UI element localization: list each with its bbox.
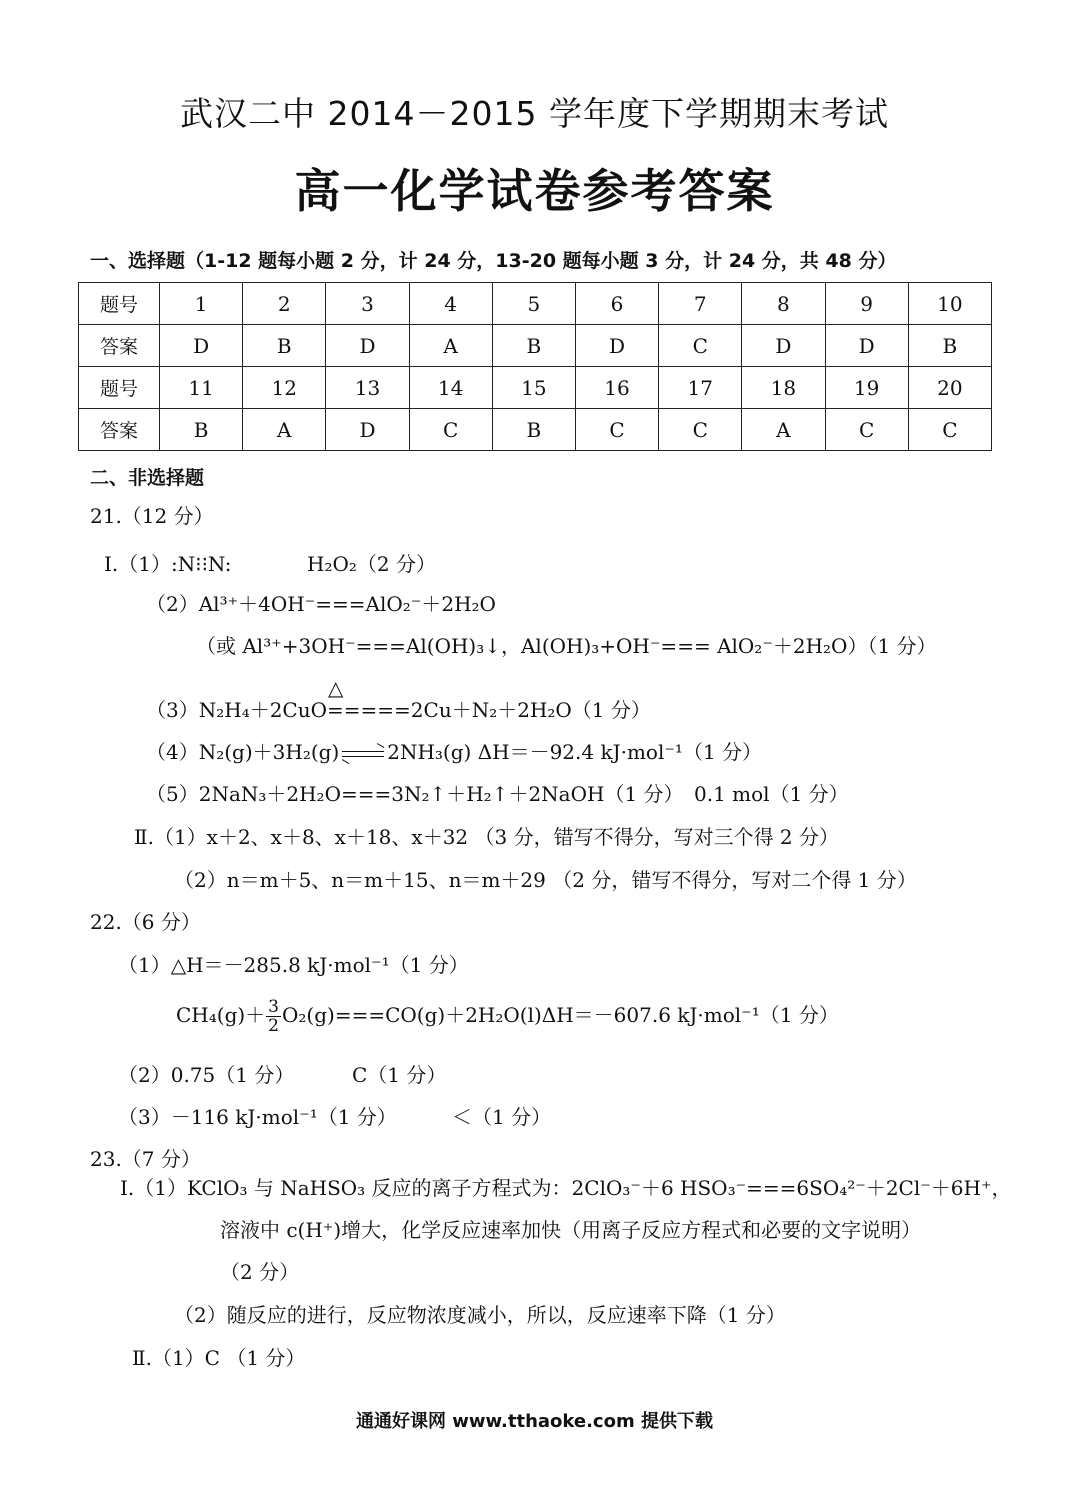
answer-key-title: 高一化学试卷参考答案 xyxy=(294,164,775,218)
q22-p3b: ＜（1 分） xyxy=(452,1105,552,1129)
question-number: 8 xyxy=(742,283,825,325)
answer-cell: A xyxy=(742,409,825,451)
row-label-answer: 答案 xyxy=(79,325,160,367)
q21-i2-alt: （或 Al³⁺+3OH⁻===Al(OH)₃↓，Al(OH)₃+OH⁻=== AlO₂⁻＋2H₂O）（1 分） xyxy=(196,634,937,658)
question-number: 7 xyxy=(659,283,742,325)
q21-i1-h2o2: H₂O₂（2 分） xyxy=(307,552,436,576)
section2-heading: 二、非选择题 xyxy=(90,467,205,489)
table-row xyxy=(79,325,992,367)
fraction-numerator: 3 xyxy=(268,997,279,1017)
answer-cell: D xyxy=(326,325,409,367)
question-number: 10 xyxy=(908,283,991,325)
question-number: 14 xyxy=(409,367,492,409)
answer-cell: D xyxy=(160,325,243,367)
footer-source: 通通好课网 www.tthaoke.com 提供下载 xyxy=(356,1411,713,1432)
question-number: 4 xyxy=(409,283,492,325)
q22-p1-equation xyxy=(176,995,839,1035)
q21-i4-left: （4）N₂(g)＋3H₂(g) xyxy=(146,740,340,764)
q23-i2: （2）随反应的进行，反应物浓度减小，所以，反应速率下降（1 分） xyxy=(174,1303,786,1327)
answer-cell: C xyxy=(575,409,658,451)
q21-i4 xyxy=(146,739,762,765)
question-number: 18 xyxy=(742,367,825,409)
q21-i3: （3）N₂H₄＋2CuO=====2Cu＋N₂＋2H₂O（1 分） xyxy=(146,698,651,722)
q23-i1-score: （2 分） xyxy=(220,1260,300,1284)
question-number: 2 xyxy=(243,283,326,325)
question-number: 6 xyxy=(575,283,658,325)
question-number: 17 xyxy=(659,367,742,409)
answer-cell: B xyxy=(492,325,575,367)
fraction xyxy=(266,998,281,1035)
question-number: 12 xyxy=(243,367,326,409)
fraction-denominator: 2 xyxy=(268,1016,279,1036)
table-row xyxy=(79,409,992,451)
answer-cell: B xyxy=(492,409,575,451)
q23-i1: Ⅰ.（1）KClO₃ 与 NaHSO₃ 反应的离子方程式为：2ClO₃⁻＋6 HSO₃⁻===6SO₄²⁻＋2Cl⁻＋6H⁺， xyxy=(120,1176,1012,1200)
row-label-answer: 答案 xyxy=(79,409,160,451)
q22-eq-right: O₂(g)===CO(g)＋2H₂O(l)ΔH＝－607.6 kJ·mol⁻¹（1 分） xyxy=(282,1003,839,1027)
q21-i5-mol: 0.1 mol（1 分） xyxy=(694,782,849,806)
q22-p2a: （2）0.75（1 分） xyxy=(118,1063,295,1087)
answer-cell: B xyxy=(160,409,243,451)
section1-heading: 一、选择题（1-12 题每小题 2 分，计 24 分，13-20 题每小题 3 分，计 24 分，共 48 分） xyxy=(90,250,897,272)
question-number: 15 xyxy=(492,367,575,409)
answer-cell: B xyxy=(243,325,326,367)
q21-i5: （5）2NaN₃＋2H₂O===3N₂↑＋H₂↑＋2NaOH（1 分） xyxy=(146,782,684,806)
row-label-number: 题号 xyxy=(79,367,160,409)
question-number: 5 xyxy=(492,283,575,325)
question-number: 11 xyxy=(160,367,243,409)
question-number: 9 xyxy=(825,283,908,325)
answer-cell: B xyxy=(908,325,991,367)
question-number: 1 xyxy=(160,283,243,325)
table-row xyxy=(79,283,992,325)
answer-cell: C xyxy=(409,409,492,451)
answer-cell: C xyxy=(825,409,908,451)
heat-delta-symbol: △ xyxy=(328,676,344,700)
question-number: 13 xyxy=(326,367,409,409)
q22-p2b: C（1 分） xyxy=(352,1063,447,1087)
answer-cell: C xyxy=(659,409,742,451)
answer-cell: A xyxy=(243,409,326,451)
answer-cell: D xyxy=(742,325,825,367)
answer-cell: C xyxy=(659,325,742,367)
q21-ii1: Ⅱ.（1）x＋2、x＋8、x＋18、x＋32 （3 分，错写不得分，写对三个得 2 分） xyxy=(134,825,840,849)
equilibrium-arrow-icon xyxy=(342,747,384,761)
q23-ii1: Ⅱ.（1）C （1 分） xyxy=(132,1346,306,1370)
question-number: 16 xyxy=(575,367,658,409)
answer-cell: D xyxy=(575,325,658,367)
table-row xyxy=(79,367,992,409)
answer-cell: D xyxy=(326,409,409,451)
q22-eq-left: CH₄(g)＋ xyxy=(176,1003,266,1027)
q21-title: 21.（12 分） xyxy=(90,504,214,528)
q21-i4-right: 2NH₃(g) ΔH＝－92.4 kJ·mol⁻¹（1 分） xyxy=(387,740,763,764)
answer-cell: A xyxy=(409,325,492,367)
answer-cell: C xyxy=(908,409,991,451)
question-number: 3 xyxy=(326,283,409,325)
answer-cell: D xyxy=(825,325,908,367)
q23-title: 23.（7 分） xyxy=(90,1147,201,1171)
question-number: 19 xyxy=(825,367,908,409)
question-number: 20 xyxy=(908,367,991,409)
row-label-number: 题号 xyxy=(79,283,160,325)
answer-table xyxy=(78,282,992,451)
q22-p3a: （3）－116 kJ·mol⁻¹（1 分） xyxy=(118,1105,397,1129)
exam-title: 武汉二中 2014－2015 学年度下学期期末考试 xyxy=(180,94,889,133)
q22-p1: （1）△H＝－285.8 kJ·mol⁻¹（1 分） xyxy=(118,953,469,977)
q22-title: 22.（6 分） xyxy=(90,910,201,934)
q23-i1-explain: 溶液中 c(H⁺)增大，化学反应速率加快（用离子反应方程式和必要的文字说明） xyxy=(220,1218,922,1242)
q21-i1: Ⅰ.（1）:N⁝⁝N: xyxy=(104,552,232,576)
q21-ii2: （2）n＝m＋5、n＝m＋15、n＝m＋29 （2 分，错写不得分，写对二个得 1 分） xyxy=(174,868,917,892)
q21-i2: （2）Al³⁺＋4OH⁻===AlO₂⁻＋2H₂O xyxy=(146,592,496,616)
